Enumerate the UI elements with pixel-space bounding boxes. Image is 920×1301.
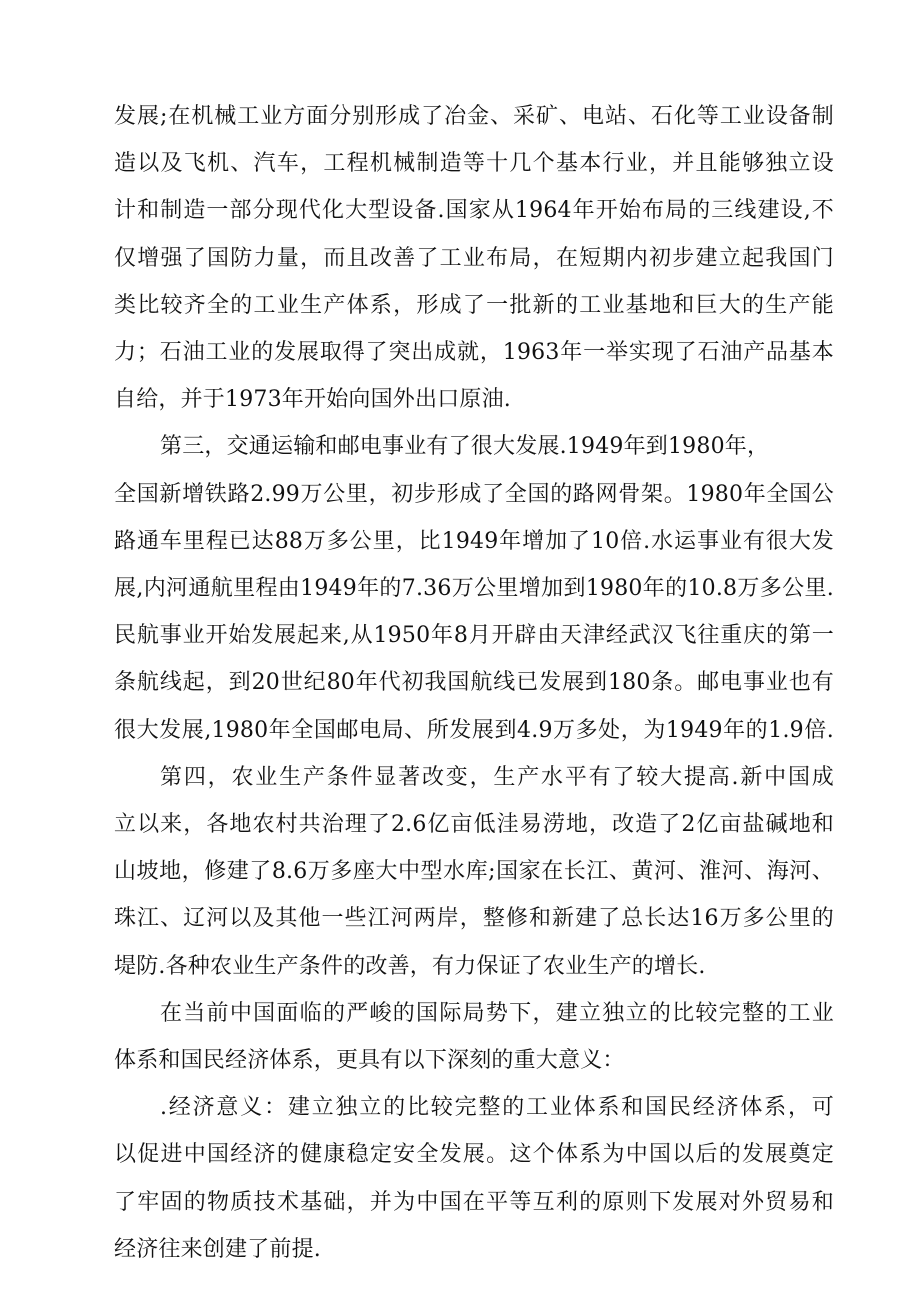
text-line: 经济往来创建了前提. [114,1237,321,1262]
text-line: 展,内河通航里程由1949年的7.36万公里增加到1980年的10.8万多公里. [114,576,834,601]
text-line: 立以来，各地农村共治理了2.6亿亩低洼易涝地，改造了2亿亩盐碱地和 [114,812,834,837]
text-line: 计和制造一部分现代化大型设备.国家从1964年开始布局的三线建设,不 [114,198,834,223]
text-line: 条航线起，到20世纪80年代初我国航线已发展到180条。邮电事业也有 [114,670,834,695]
text-line: 发展;在机械工业方面分别形成了冶金、采矿、电站、石化等工业设备制 [114,104,834,129]
text-line: 体系和国民经济体系，更具有以下深刻的重大意义： [114,1048,625,1073]
text-line: 民航事业开始发展起来,从1950年8月开辟由天津经武汉飞往重庆的第一 [114,623,834,648]
text-line: 仅增强了国防力量，而且改善了工业布局，在短期内初步建立起我国门 [114,246,834,271]
paragraph-start-line: 第四，农业生产条件显著改变，生产水平有了较大提高.新中国成 [160,765,834,790]
text-line: 类比较齐全的工业生产体系，形成了一批新的工业基地和巨大的生产能 [114,293,834,318]
text-line: 珠江、辽河以及其他一些江河两岸，整修和新建了总长达16万多公里的 [114,906,834,931]
text-line: 堤防.各种农业生产条件的改善，有力保证了农业生产的增长. [114,954,706,979]
text-line: 路通车里程已达88万多公里，比1949年增加了10倍.水运事业有很大发 [114,529,834,554]
text-line: 以促进中国经济的健康稳定安全发展。这个体系为中国以后的发展奠定 [114,1142,834,1167]
text-line: 力；石油工业的发展取得了突出成就，1963年一举实现了石油产品基本 [114,340,834,365]
text-line: 很大发展,1980年全国邮电局、所发展到4.9万多处，为1949年的1.9倍. [114,718,834,743]
text-line: 造以及飞机、汽车，工程机械制造等十几个基本行业，并且能够独立设 [114,151,834,176]
text-line: 了牢固的物质技术基础，并为中国在平等互利的原则下发展对外贸易和 [114,1190,834,1215]
text-line: 自给，并于1973年开始向国外出口原油. [114,387,511,412]
text-line: 山坡地，修建了8.6万多座大中型水库;国家在长江、黄河、淮河、海河、 [114,859,834,884]
paragraph-start-line: .经济意义：建立独立的比较完整的工业体系和国民经济体系，可 [160,1095,834,1120]
text-line: 全国新增铁路2.99万公里，初步形成了全国的路网骨架。1980年全国公 [114,482,834,507]
paragraph-start-line: 第三，交通运输和邮电事业有了很大发展.1949年到1980年， [160,434,770,459]
paragraph-start-line: 在当前中国面临的严峻的国际局势下，建立独立的比较完整的工业 [160,1001,834,1026]
